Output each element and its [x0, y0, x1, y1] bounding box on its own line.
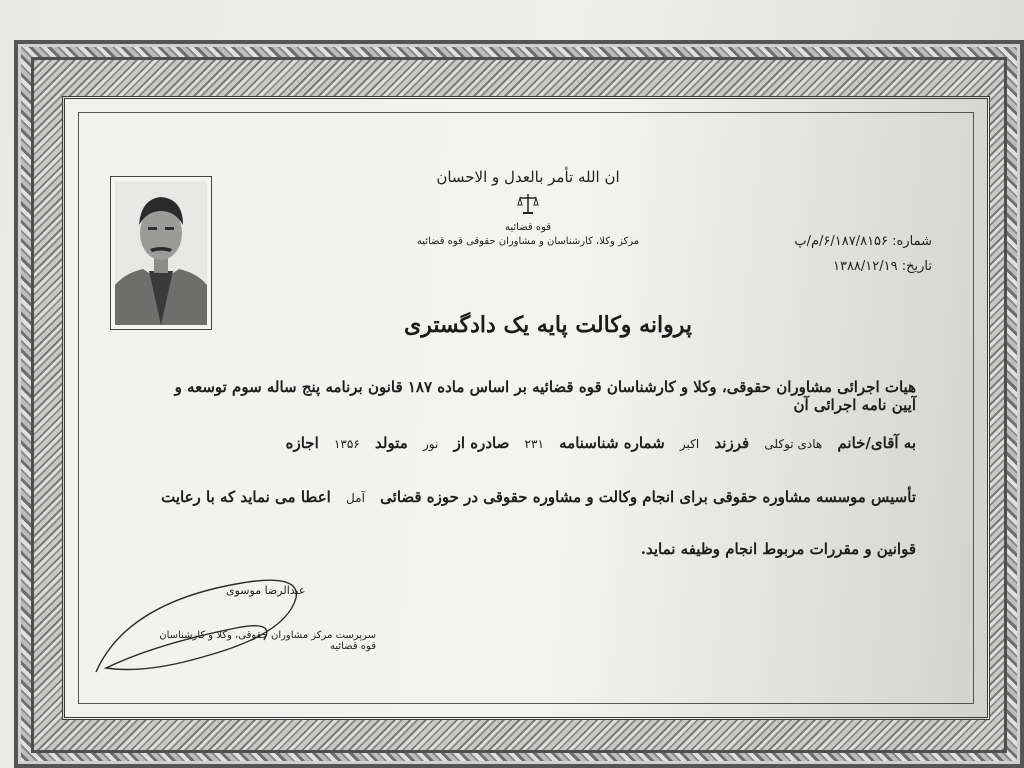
body-line-2	[156, 434, 916, 452]
recipient-prefix: به آقای/خانم	[837, 434, 916, 452]
signer-title: سرپرست مرکز مشاوران حقوقی، وکلا و کارشناسان قوه قضائیه	[159, 630, 376, 652]
issued-label: صادره از	[453, 434, 510, 452]
date-label: تاریخ:	[901, 259, 932, 274]
birth-year: ۱۳۵۶	[333, 437, 360, 451]
signer-name: عبدالرضا موسوی	[226, 584, 306, 597]
line3-suffix: اعطا می نماید که با رعایت	[161, 488, 331, 506]
date-value: ۱۳۸۸/۱۲/۱۹	[832, 259, 898, 274]
line3-text: تأسیس موسسه مشاوره حقوقی برای انجام وکالت و مشاوره حقوقی در حوزه قضائی	[380, 488, 916, 506]
body-line-3	[156, 488, 916, 506]
number-label: شماره:	[892, 234, 932, 249]
certificate-title: پروانه وکالت پایه یک دادگستری	[403, 312, 693, 338]
id-number: ۲۳۱	[524, 437, 544, 451]
body-line-4: قوانین و مقررات مربوط انجام وظیفه نماید.	[640, 540, 916, 558]
center-name: مرکز وکلا، کارشناسان و مشاوران حقوقی قوه قضائیه	[416, 236, 640, 247]
recipient-name: هادی توکلی	[764, 437, 823, 451]
number-row	[794, 234, 932, 249]
father-label: فرزند	[714, 434, 750, 452]
signature-area	[86, 564, 376, 684]
portrait-image	[115, 181, 207, 325]
signature-scribble	[86, 564, 376, 684]
certificate-meta	[794, 234, 932, 284]
issued-place: نور	[423, 437, 439, 451]
number-value: ۶/۱۸۷/۸۱۵۶/م/پ	[794, 234, 889, 249]
judiciary-name: قوه قضائیه	[504, 222, 552, 233]
certificate-content	[78, 112, 974, 704]
certificate-header	[378, 168, 678, 247]
body-line-1: هیات اجرائی مشاوران حقوقی، وکلا و کارشناسان قوه قضائیه بر اساس ماده ۱۸۷ قانون برنامه پنج ساله سوم توسعه و آیین نامه اجرائی آن	[174, 378, 916, 414]
id-label: شماره شناسنامه	[559, 434, 665, 452]
bismillah-text: ان الله تأمر بالعدل و الاحسان	[436, 168, 620, 186]
father-name: اکبر	[679, 437, 700, 451]
holder-photo	[110, 176, 212, 330]
born-label: متولد	[375, 434, 408, 452]
line2-suffix: اجازه	[285, 434, 319, 452]
justice-scales-icon	[516, 192, 540, 216]
date-row	[794, 259, 932, 274]
jurisdiction-city: آمل	[346, 491, 365, 505]
